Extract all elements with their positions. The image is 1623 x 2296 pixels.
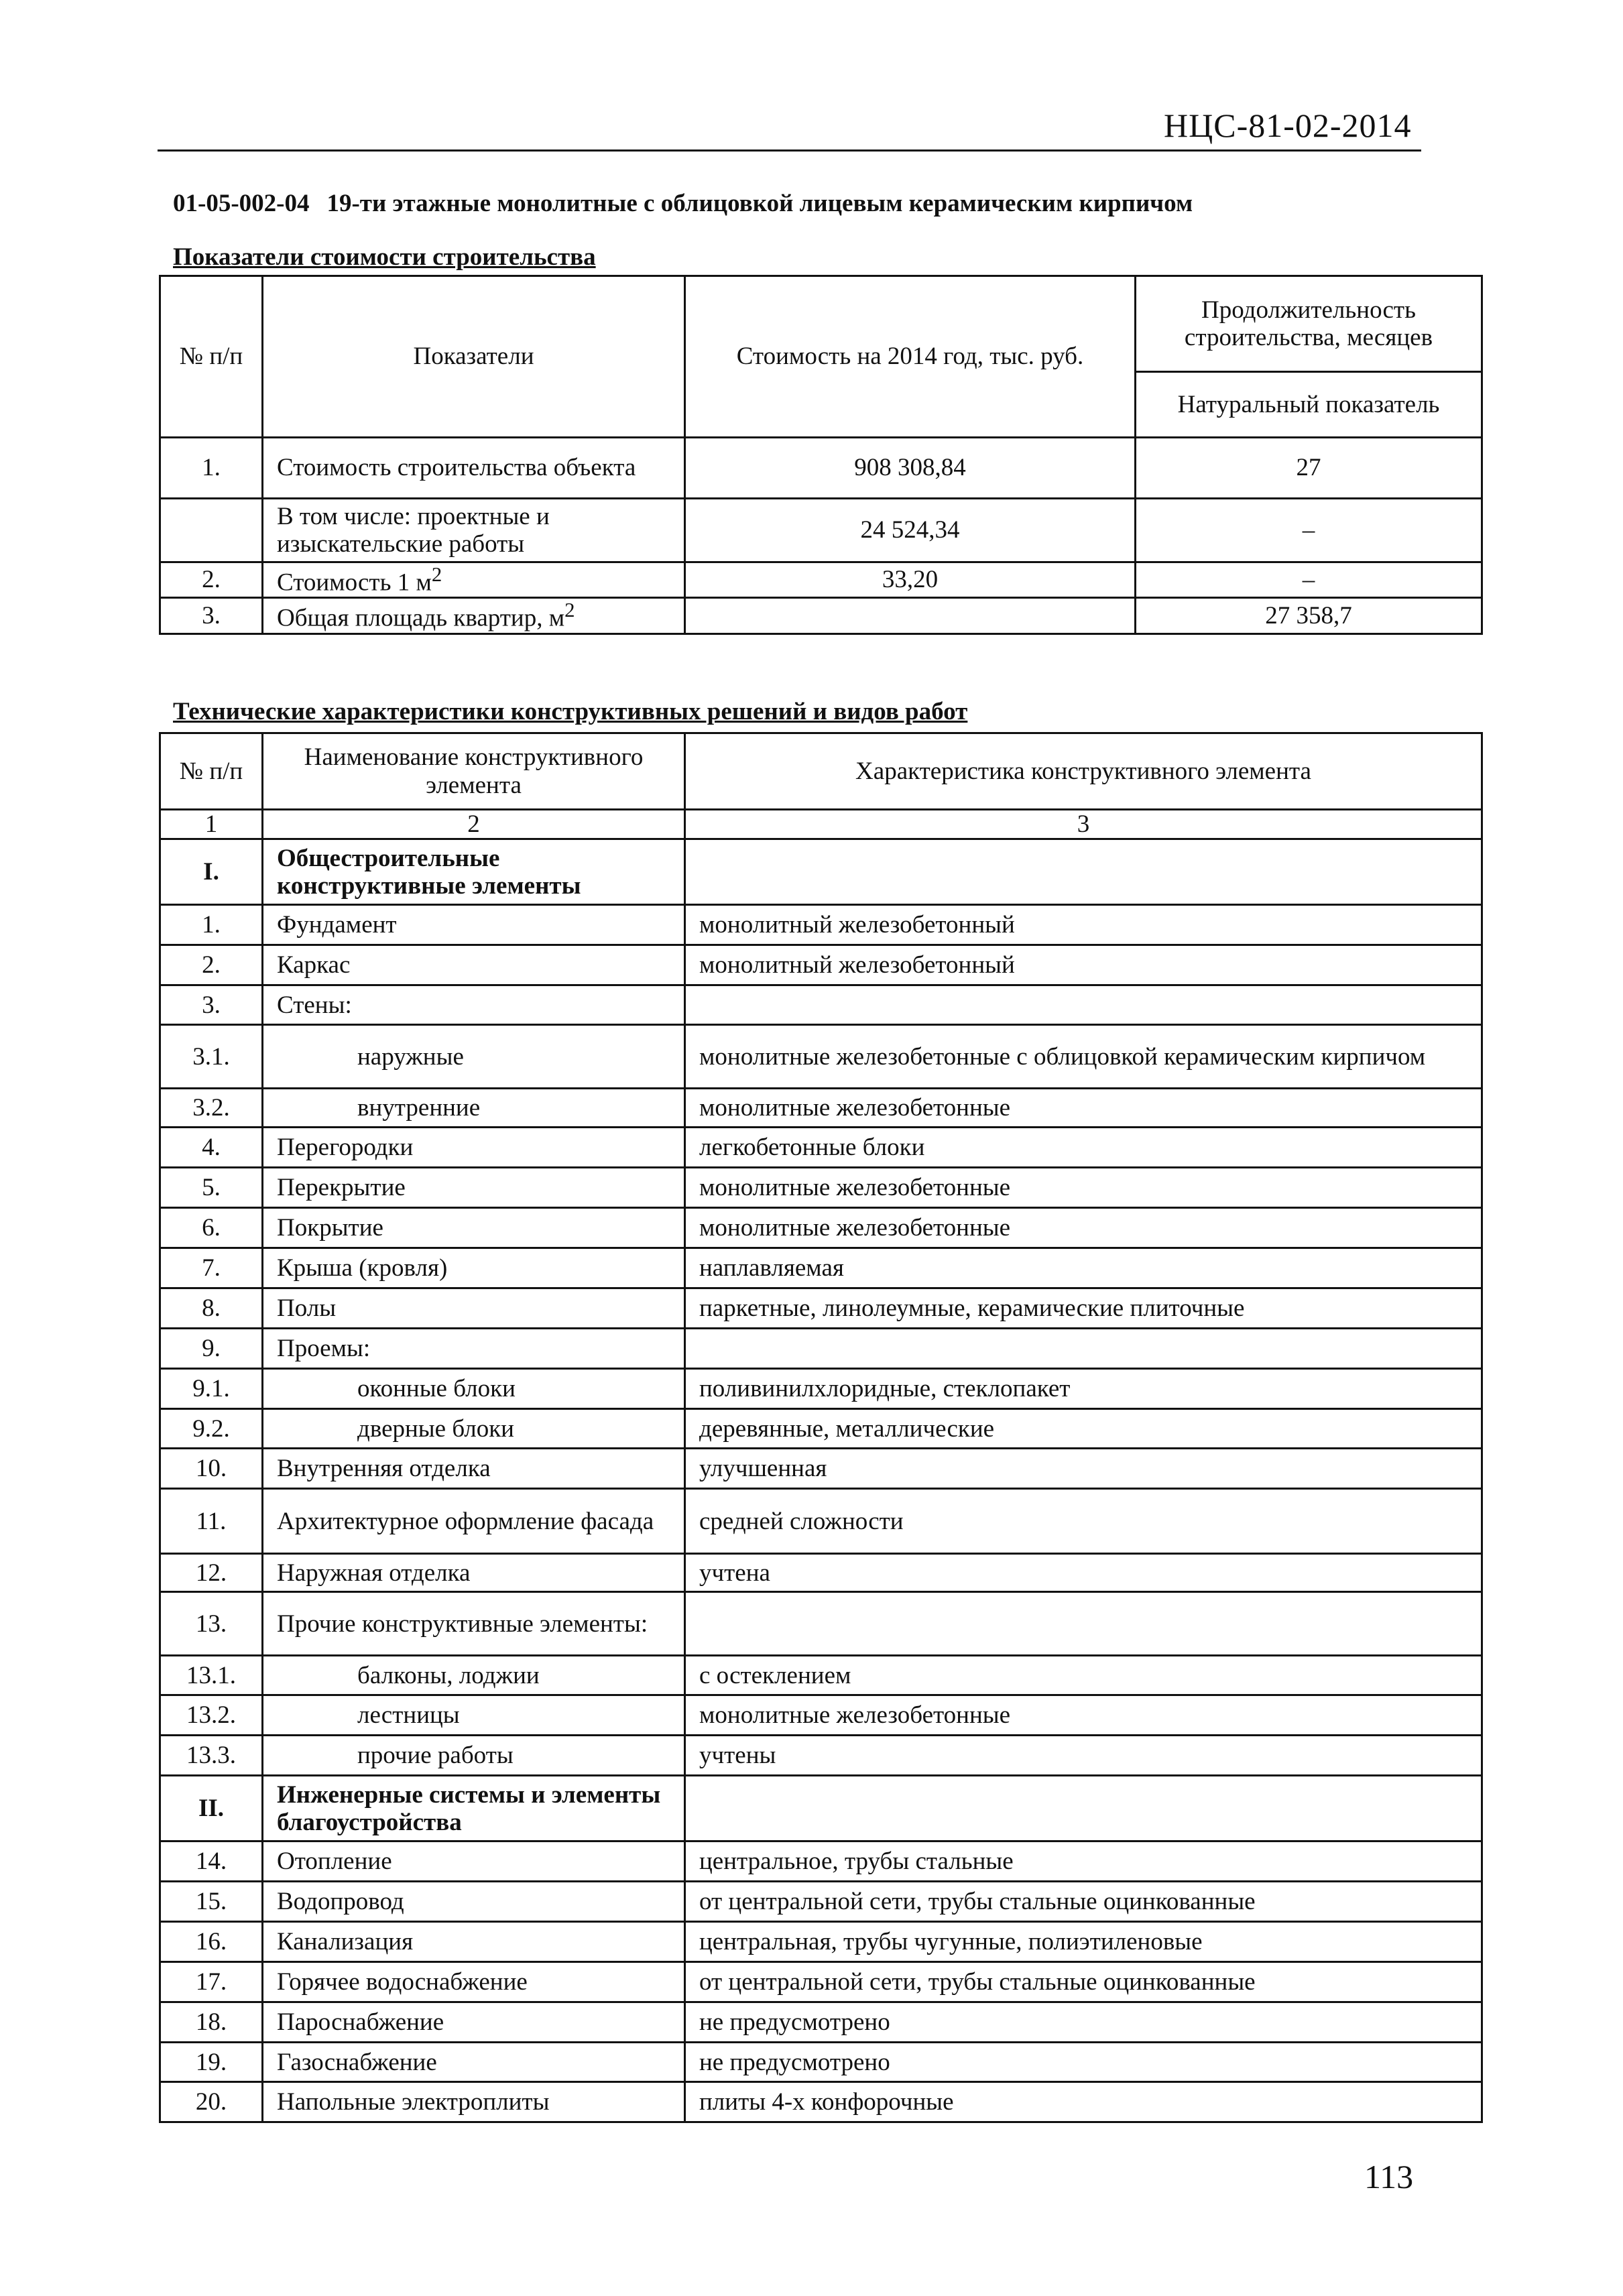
tech-row-name: Горячее водоснабжение [263,1962,685,2002]
tech-row-num: 9. [160,1329,263,1369]
tech-row-num: 15. [160,1882,263,1922]
tech-row-num: 13.2. [160,1695,263,1736]
tech-row-name: Фундамент [263,905,685,945]
cost-row-cost: 33,20 [685,562,1136,598]
cost-row-cost: 908 308,84 [685,438,1136,499]
cost-row-name: В том числе: проектные и изыскательские работы [263,499,685,562]
tech-row-name: Отопление [263,1841,685,1882]
tech-row-name: оконные блоки [263,1369,685,1409]
tech-row-char: монолитный железобетонный [685,905,1482,945]
tech-row-num: 2. [160,945,263,985]
tech-row-name: Инженерные системы и элементы благоустройства [263,1776,685,1841]
tech-row-num: 20. [160,2082,263,2122]
tech-row-num: I. [160,839,263,905]
tech-row-char: улучшенная [685,1449,1482,1489]
superscript: 2 [564,599,575,622]
tech-row-char: монолитные железобетонные [685,1695,1482,1736]
tech-row-num: 9.1. [160,1369,263,1409]
page-number: 113 [1364,2158,1414,2195]
tech-row-char [685,1776,1482,1841]
tech-row-num: 4. [160,1128,263,1168]
tech-row-char: с остеклением [685,1656,1482,1695]
cost-row-value: 27 358,7 [1136,597,1482,633]
cost-table [159,275,1483,635]
tech-row-num: 6. [160,1208,263,1248]
tech-row-name: Пароснабжение [263,2002,685,2043]
tech-row-name: Проемы: [263,1329,685,1369]
tech-row-char: монолитные железобетонные [685,1089,1482,1128]
cost-row-name [263,562,685,598]
tech-row-num: 9.2. [160,1409,263,1449]
tech-row-char: поливинилхлоридные, стеклопакет [685,1369,1482,1409]
tech-row-char: легкобетонные блоки [685,1128,1482,1168]
cost-row-num: 3. [160,597,263,633]
tech-row-char: от центральной сети, трубы стальные оцинкованные [685,1962,1482,2002]
tech-row-num: 18. [160,2002,263,2043]
tech-row-char: от центральной сети, трубы стальные оцинкованные [685,1882,1482,1922]
title-text: 19-ти этажные монолитные с облицовкой лицевым керамическим кирпичом [326,190,1193,217]
tech-row-char [685,839,1482,905]
tech-row-char: средней сложности [685,1489,1482,1554]
cost-col-natural: Натуральный показатель [1136,372,1482,438]
tech-row-char: паркетные, линолеумные, керамические плиточные [685,1288,1482,1329]
cost-row-num [160,499,263,562]
tech-row-char [685,1329,1482,1369]
tech-row-num: 8. [160,1288,263,1329]
tech-row-name: дверные блоки [263,1409,685,1449]
cost-section-heading: Показатели стоимости строительства [173,243,596,271]
cost-row-num: 2. [160,562,263,598]
tech-row-name: Наружная отделка [263,1554,685,1592]
tech-row-char: не предусмотрено [685,2002,1482,2043]
tech-row-name: Каркас [263,945,685,985]
tech-row-name: Общестроительные конструктивные элементы [263,839,685,905]
tech-row-name: Газоснабжение [263,2043,685,2082]
cost-row-num: 1. [160,438,263,499]
header-rule [158,149,1421,152]
tech-row-num: 19. [160,2043,263,2082]
tech-col-name: Наименование конструктивного элемента [263,733,685,810]
tech-row-char: деревянные, металлические [685,1409,1482,1449]
tech-col-index: 2 [263,810,685,839]
tech-row-name: лестницы [263,1695,685,1736]
tech-row-char: монолитные железобетонные [685,1208,1482,1248]
tech-row-num: II. [160,1776,263,1841]
tech-row-name: Полы [263,1288,685,1329]
tech-row-char: не предусмотрено [685,2043,1482,2082]
cost-row-name [263,597,685,633]
cost-row-name-text: Стоимость 1 м [277,568,432,597]
tech-row-char: центральное, трубы стальные [685,1841,1482,1882]
tech-row-name: Напольные электроплиты [263,2082,685,2122]
cost-col-name: Показатели [263,276,685,438]
tech-row-name: Архитектурное оформление фасада [263,1489,685,1554]
tech-row-name: Перекрытие [263,1168,685,1208]
title-code: 01-05-002-04 [173,190,310,217]
tech-row-num: 1. [160,905,263,945]
tech-col-index: 1 [160,810,263,839]
document-code: НЦС-81-02-2014 [1164,107,1412,144]
tech-row-name: Покрытие [263,1208,685,1248]
tech-row-num: 14. [160,1841,263,1882]
tech-row-num: 13.3. [160,1736,263,1776]
tech-row-name: балконы, лоджии [263,1656,685,1695]
tech-row-num: 17. [160,1962,263,2002]
tech-row-num: 7. [160,1248,263,1288]
tech-row-char: центральная, трубы чугунные, полиэтиленовые [685,1922,1482,1962]
tech-section-heading: Технические характеристики конструктивных решений и видов работ [173,698,968,725]
tech-row-num: 16. [160,1922,263,1962]
tech-row-num: 13. [160,1592,263,1656]
tech-row-name: Канализация [263,1922,685,1962]
cost-row-value: – [1136,562,1482,598]
tech-row-num: 11. [160,1489,263,1554]
tech-row-name: Крыша (кровля) [263,1248,685,1288]
tech-row-num: 3.1. [160,1025,263,1089]
tech-col-char: Характеристика конструктивного элемента [685,733,1482,810]
cost-row-name: Стоимость строительства объекта [263,438,685,499]
tech-row-char: наплавляемая [685,1248,1482,1288]
tech-table [159,732,1483,2123]
tech-row-char: монолитный железобетонный [685,945,1482,985]
cost-row-value: 27 [1136,438,1482,499]
tech-row-char [685,985,1482,1025]
tech-row-name: внутренние [263,1089,685,1128]
tech-row-num: 5. [160,1168,263,1208]
tech-row-num: 12. [160,1554,263,1592]
cost-col-num: № п/п [160,276,263,438]
tech-row-num: 13.1. [160,1656,263,1695]
tech-row-num: 10. [160,1449,263,1489]
cost-row-name-text: Общая площадь квартир, м [277,604,565,632]
tech-row-num: 3.2. [160,1089,263,1128]
tech-row-char: монолитные железобетонные с облицовкой керамическим кирпичом [685,1025,1482,1089]
cost-row-cost [685,597,1136,633]
cost-col-duration: Продолжительность строительства, месяцев [1136,276,1482,372]
tech-col-num: № п/п [160,733,263,810]
tech-row-name: Стены: [263,985,685,1025]
tech-col-index: 3 [685,810,1482,839]
tech-row-char: монолитные железобетонные [685,1168,1482,1208]
tech-row-num: 3. [160,985,263,1025]
cost-row-cost: 24 524,34 [685,499,1136,562]
tech-row-name: Перегородки [263,1128,685,1168]
cost-col-cost: Стоимость на 2014 год, тыс. руб. [685,276,1136,438]
superscript: 2 [431,563,442,586]
cost-row-value: – [1136,499,1482,562]
tech-row-char: учтена [685,1554,1482,1592]
tech-row-char [685,1592,1482,1656]
tech-row-char: плиты 4-х конфорочные [685,2082,1482,2122]
tech-row-name: наружные [263,1025,685,1089]
tech-row-name: прочие работы [263,1736,685,1776]
tech-row-name: Внутренняя отделка [263,1449,685,1489]
tech-row-char: учтены [685,1736,1482,1776]
tech-row-name: Водопровод [263,1882,685,1922]
tech-row-name: Прочие конструктивные элементы: [263,1592,685,1656]
page-title [173,189,1193,218]
